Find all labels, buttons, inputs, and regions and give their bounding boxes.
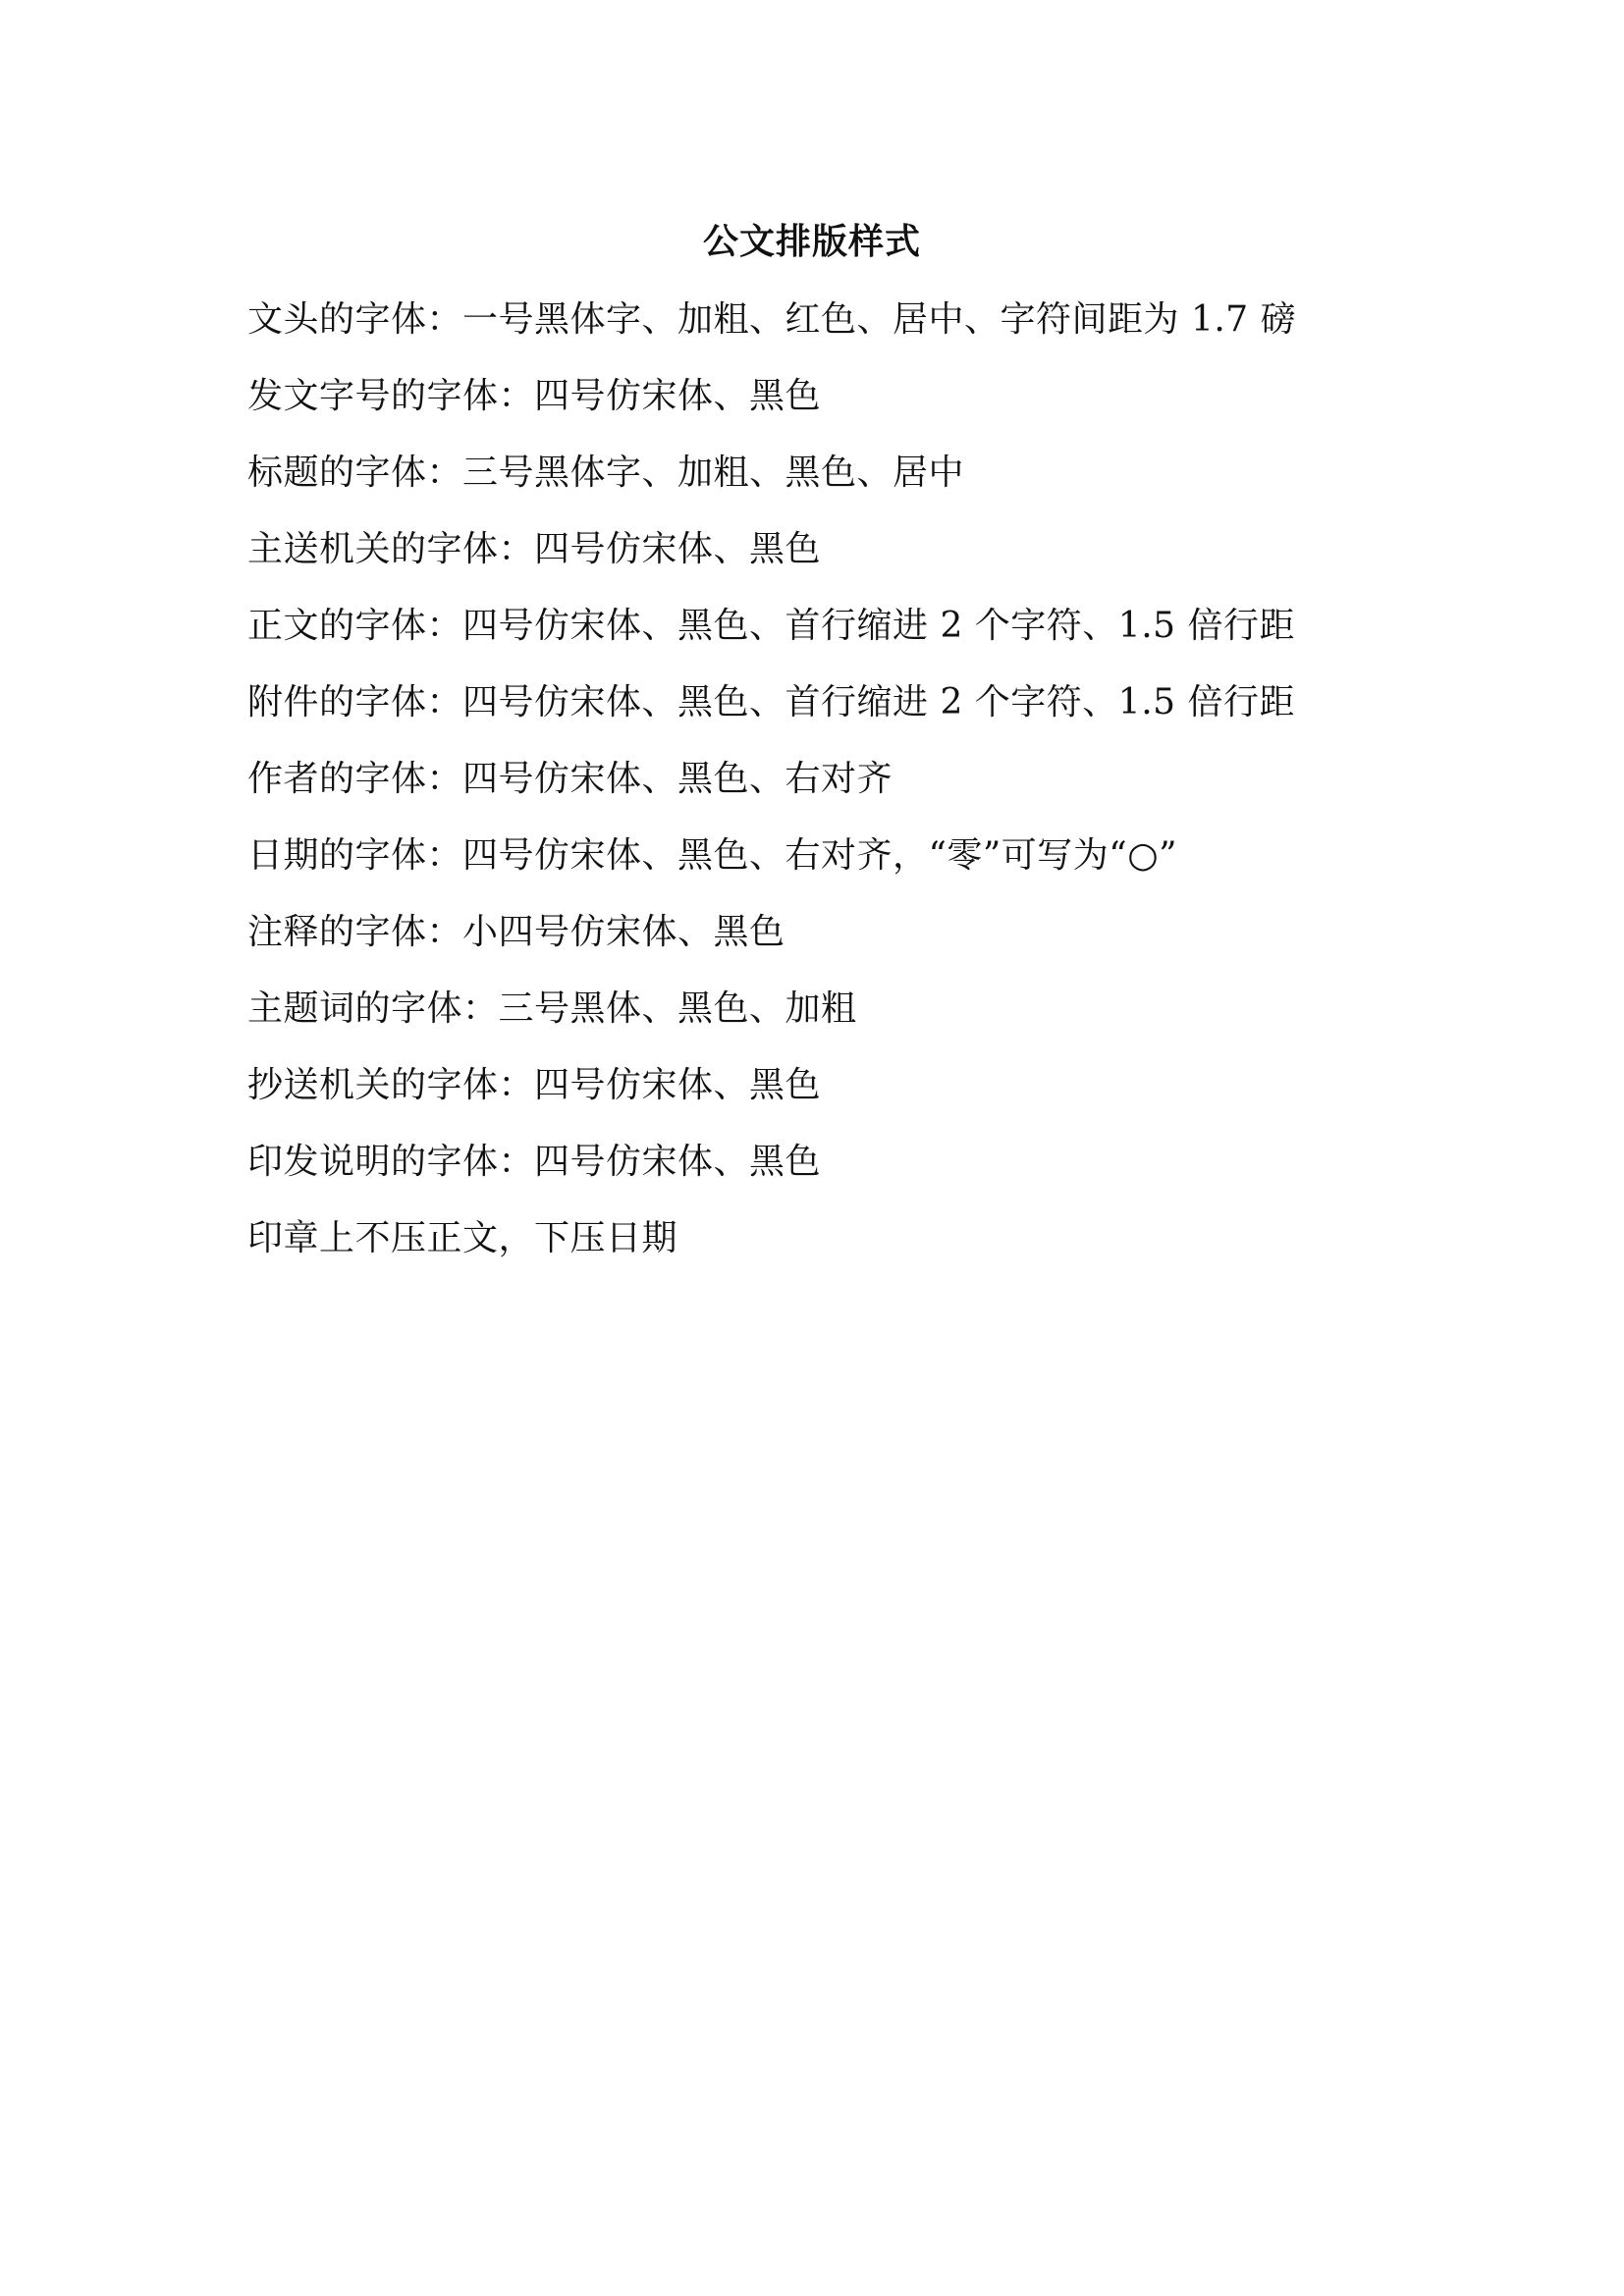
rule-line-printing-notes: 印发说明的字体：四号仿宋体、黑色 bbox=[247, 1142, 822, 1182]
rule-line-notes: 注释的字体：小四号仿宋体、黑色 bbox=[247, 912, 785, 952]
rule-line-title: 标题的字体：三号黑体字、加粗、黑色、居中 bbox=[247, 453, 965, 493]
rule-line-document-number: 发文字号的字体：四号仿宋体、黑色 bbox=[247, 376, 822, 416]
format-rules-list bbox=[247, 293, 1377, 1288]
document-title: 公文排版样式 bbox=[702, 222, 921, 262]
rule-line-seal: 印章上不压正文，下压日期 bbox=[247, 1218, 678, 1258]
rule-line-body: 正文的字体：四号仿宋体、黑色、首行缩进 2 个字符、1.5 倍行距 bbox=[247, 606, 1295, 646]
rule-line-author: 作者的字体：四号仿宋体、黑色、右对齐 bbox=[247, 759, 893, 799]
rule-line-letterhead: 文头的字体：一号黑体字、加粗、红色、居中、字符间距为 1.7 磅 bbox=[247, 299, 1297, 340]
rule-line-main-recipient: 主送机关的字体：四号仿宋体、黑色 bbox=[247, 529, 822, 569]
rule-line-cc-agencies: 抄送机关的字体：四号仿宋体、黑色 bbox=[247, 1065, 822, 1105]
rule-line-subject-words: 主题词的字体：三号黑体、黑色、加粗 bbox=[247, 988, 857, 1029]
rule-line-attachment: 附件的字体：四号仿宋体、黑色、首行缩进 2 个字符、1.5 倍行距 bbox=[247, 682, 1295, 722]
rule-line-date: 日期的字体：四号仿宋体、黑色、右对齐，“零”可写为“○” bbox=[247, 835, 1178, 876]
